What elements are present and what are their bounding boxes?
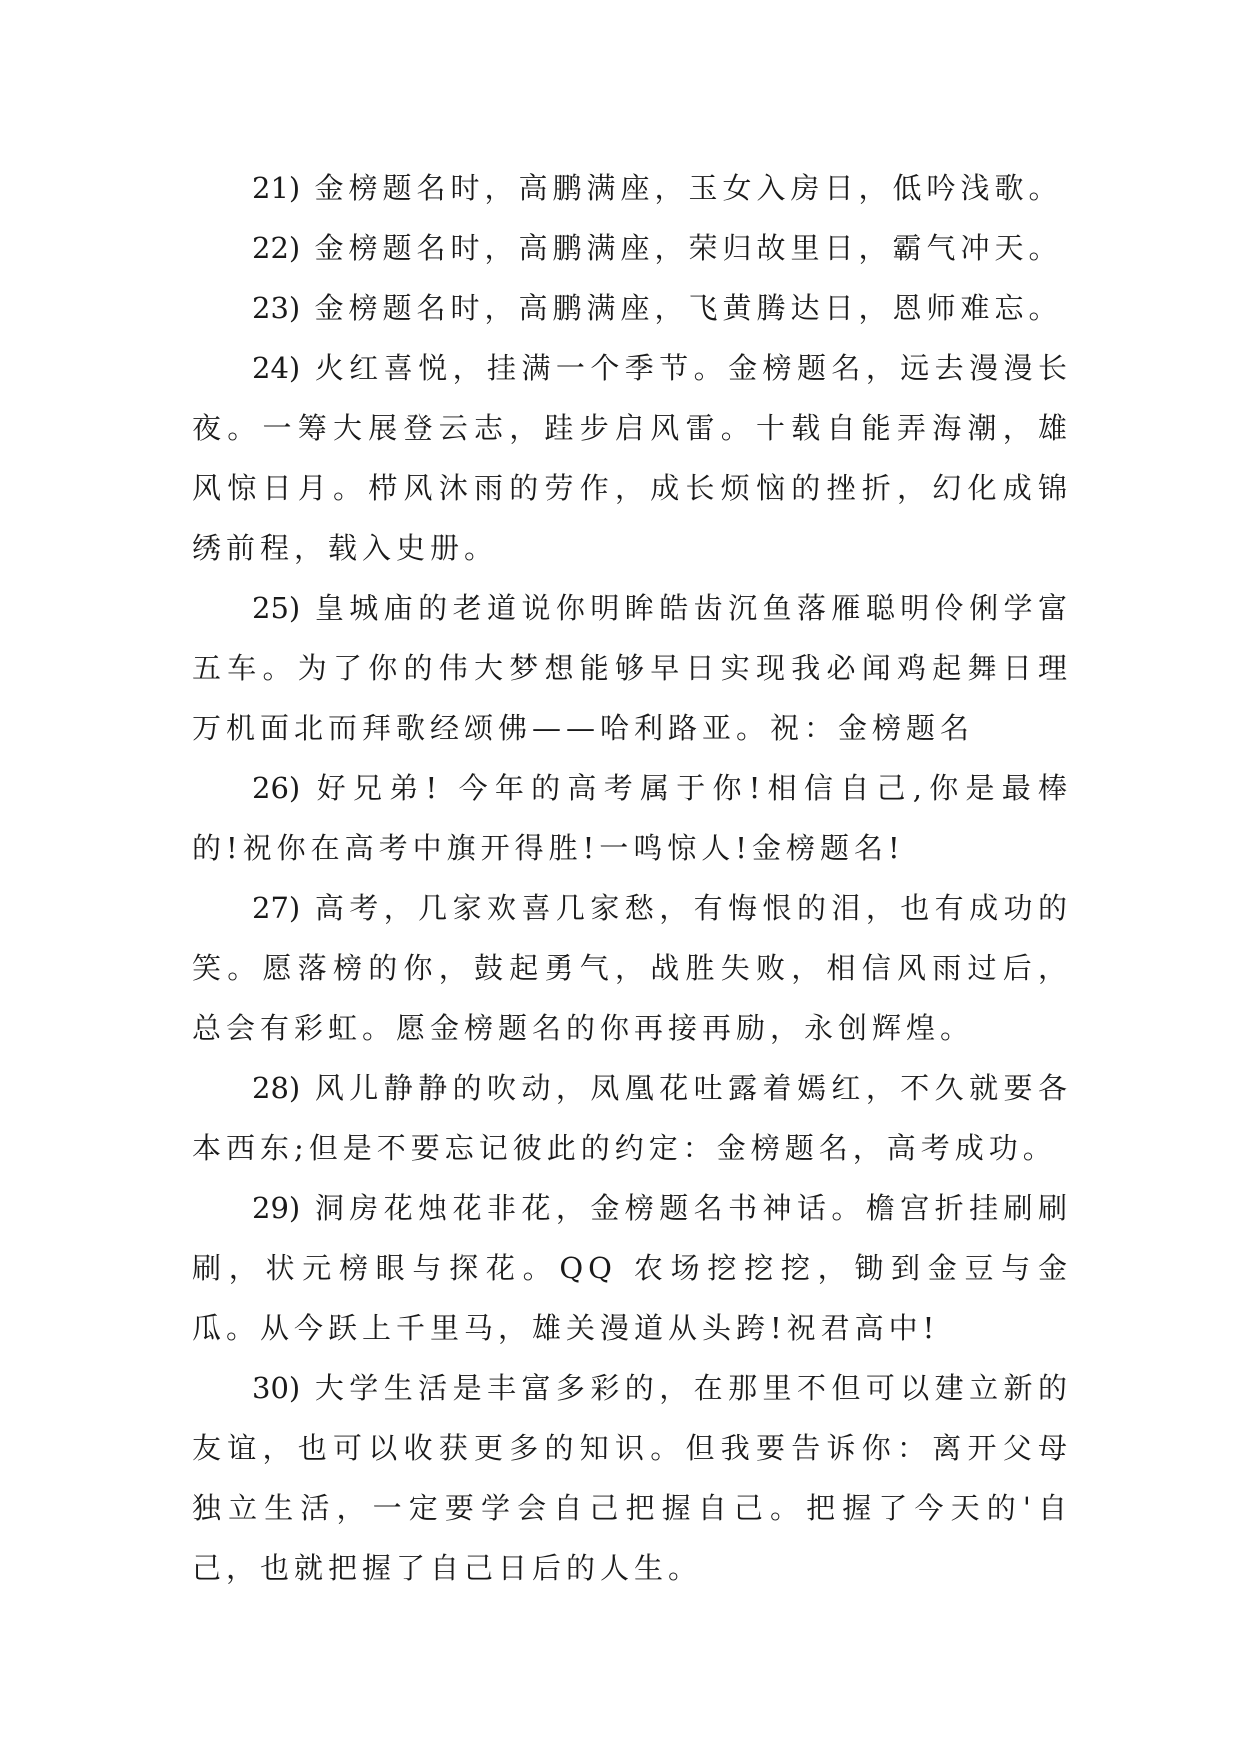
paragraph-text: 金榜题名时，高鹏满座，荣归故里日，霸气冲天。 [314, 231, 1063, 265]
paragraph-text: 皇城庙的老道说你明眸皓齿沉鱼落雁聪明伶俐学富五车。为了你的伟大梦想能够早日实现我必闻鸡起舞日理万机面北而拜歌经颂佛——哈利路亚。祝：金榜题名 [192, 591, 1072, 745]
paragraph-22 [192, 218, 1072, 278]
paragraph-27 [192, 878, 1072, 1058]
paragraph-text: 金榜题名时，高鹏满座，飞黄腾达日，恩师难忘。 [314, 291, 1063, 325]
paragraph-24 [192, 338, 1072, 578]
paragraph-23 [192, 278, 1072, 338]
paragraph-text: 洞房花烛花非花，金榜题名书神话。檐宫折挂刷刷刷，状元榜眼与探花。QQ 农场挖挖挖，锄到金豆与金瓜。从今跃上千里马，雄关漫道从头跨!祝君高中! [192, 1191, 1072, 1345]
paragraph-text: 风儿静静的吹动，凤凰花吐露着嫣红，不久就要各本西东;但是不要忘记彼此的约定：金榜题名，高考成功。 [192, 1071, 1072, 1165]
paragraph-text: 大学生活是丰富多彩的，在那里不但可以建立新的友谊，也可以收获更多的知识。但我要告诉你：离开父母独立生活，一定要学会自己把握自己。把握了今天的'自己，也就把握了自己日后的人生。 [192, 1371, 1072, 1585]
paragraph-30 [192, 1358, 1072, 1598]
paragraph-25 [192, 578, 1072, 758]
paragraph-number: 28) [252, 1071, 301, 1105]
paragraph-29 [192, 1178, 1072, 1358]
paragraph-number: 26) [252, 771, 301, 805]
paragraph-number: 23) [252, 291, 301, 325]
paragraph-text: 好兄弟! 今年的高考属于你!相信自己,你是最棒的!祝你在高考中旗开得胜!一鸣惊人!金榜题名! [192, 771, 1072, 865]
document-body [192, 158, 1072, 1598]
paragraph-text: 金榜题名时，高鹏满座，玉女入房日，低吟浅歌。 [314, 171, 1063, 205]
paragraph-text: 高考，几家欢喜几家愁，有悔恨的泪，也有成功的笑。愿落榜的你，鼓起勇气，战胜失败，相信风雨过后，总会有彩虹。愿金榜题名的你再接再励，永创辉煌。 [192, 891, 1072, 1045]
paragraph-28 [192, 1058, 1072, 1178]
paragraph-text: 火红喜悦，挂满一个季节。金榜题名，远去漫漫长夜。一筹大展登云志，跬步启风雷。十载自能弄海潮，雄风惊日月。栉风沐雨的劳作，成长烦恼的挫折，幻化成锦绣前程，载入史册。 [192, 351, 1072, 565]
paragraph-number: 27) [252, 891, 301, 925]
paragraph-number: 24) [252, 351, 301, 385]
paragraph-number: 21) [252, 171, 301, 205]
paragraph-26 [192, 758, 1072, 878]
paragraph-number: 30) [252, 1371, 301, 1405]
paragraph-number: 29) [252, 1191, 301, 1225]
paragraph-number: 22) [252, 231, 301, 265]
paragraph-number: 25) [252, 591, 301, 625]
paragraph-21 [192, 158, 1072, 218]
